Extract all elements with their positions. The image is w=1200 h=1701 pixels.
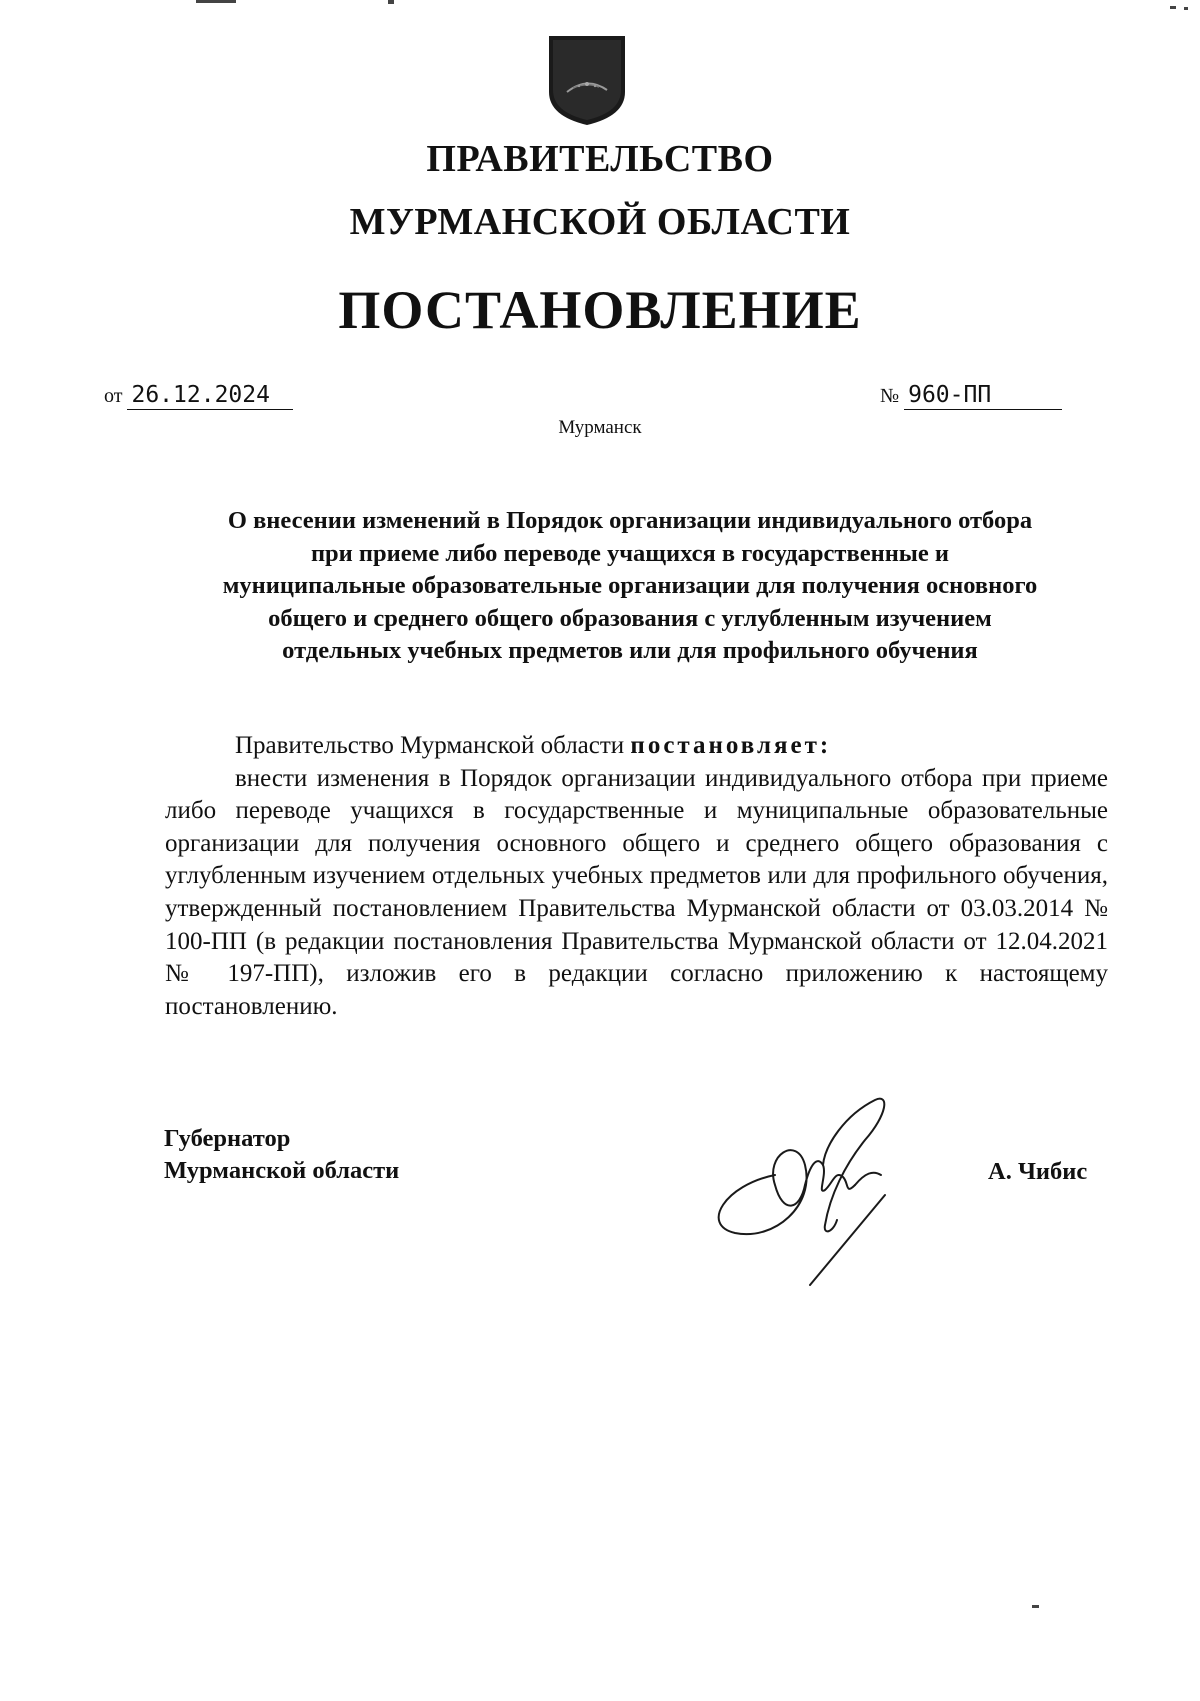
organization-name-line2: МУРМАНСКОЙ ОБЛАСТИ (349, 201, 851, 243)
number-block (880, 384, 1062, 410)
document-type-heading: ПОСТАНОВЛЕНИЕ (338, 280, 862, 340)
resolution-lead (165, 730, 1108, 763)
date-block (104, 384, 293, 410)
document-date: 26.12.2024 (127, 384, 293, 410)
document-number: 960-ПП (904, 384, 1062, 410)
scan-artifact (388, 0, 394, 4)
resolution-paragraph: внести изменения в Порядок организации индивидуального отбора при приеме либо переводе учащихся в государственные и муниципальные образовательные организации для получения основного общего и среднего общего образования с углубленным изучением отдельных учебных предметов или для профильного обучения, утвержденный постановлением Правительства Мурманской области от 03.03.2014 № 100-ПП (в редакции постановления Правительства Мурманской области от 12.04.2021 № 197-ПП), изложив его в редакции согласно приложению к настоящему постановлению. (165, 764, 1108, 1020)
resolution-verb: постановляет: (630, 732, 832, 759)
title-line: О внесении изменений в Порядок организации индивидуального отбора (227, 507, 1033, 534)
resolution-body (165, 730, 1108, 1023)
position-line: Губернатор (164, 1125, 291, 1152)
number-prefix: № (880, 385, 900, 407)
signatory-name: А. Чибис (988, 1158, 1088, 1185)
title-line: общего и среднего общего образования с углубленным изучением (268, 604, 992, 632)
scan-artifact (1170, 6, 1176, 9)
scan-artifact (1032, 1605, 1039, 1608)
scan-artifact (1184, 7, 1188, 10)
coat-of-arms-emblem (545, 32, 629, 128)
scan-artifact (196, 0, 236, 3)
signatory-position (164, 1123, 399, 1187)
lead-text: Правительство Мурманской области (235, 732, 625, 759)
organization-name-line1: ПРАВИТЕЛЬСТВО (426, 138, 774, 180)
document-title (150, 505, 1110, 668)
title-line: при приеме либо переводе учащихся в государственные и (310, 539, 950, 567)
date-prefix: от (104, 385, 123, 407)
handwritten-signature (705, 1085, 935, 1305)
title-line: муниципальные образовательные организации для получения основного (222, 572, 1038, 599)
position-line: Мурманской области (164, 1157, 400, 1184)
city-label: Мурманск (558, 417, 642, 438)
title-line: отдельных учебных предметов или для профильного обучения (282, 637, 978, 664)
